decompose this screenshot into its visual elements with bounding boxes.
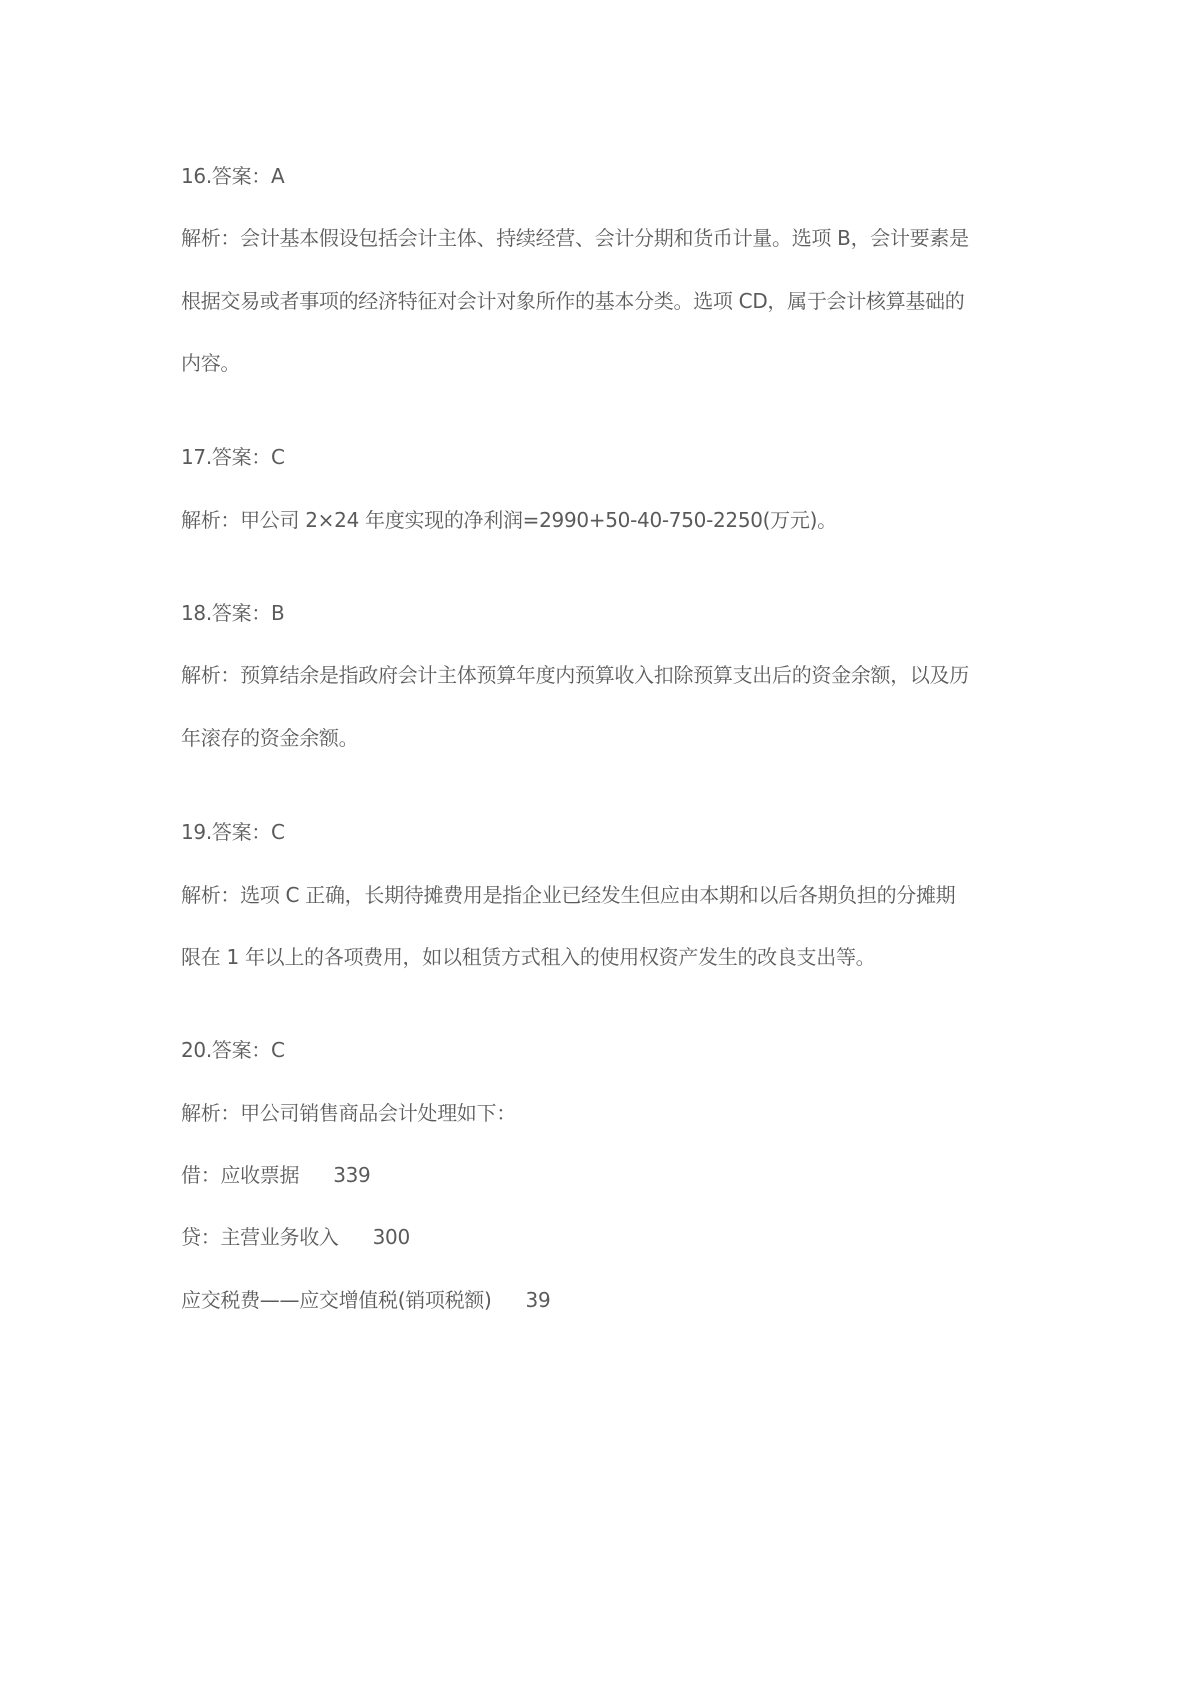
journal-account: 借：应收票据 (181, 1163, 300, 1187)
explanation-line: 解析：甲公司 2×24 年度实现的净利润=2990+50-40-750-2250(万元)。 (181, 508, 837, 532)
journal-account: 贷：主营业务收入 (181, 1225, 339, 1249)
answer-heading-16: 16.答案：A (181, 164, 285, 188)
explanation-line: 内容。 (181, 351, 241, 375)
answer-heading-19: 19.答案：C (181, 820, 285, 844)
journal-amount: 300 (372, 1225, 410, 1249)
journal-amount: 39 (525, 1288, 551, 1312)
explanation-line: 解析：甲公司销售商品会计处理如下： (181, 1101, 516, 1125)
journal-amount: 339 (333, 1163, 371, 1187)
explanation-line: 限在 1 年以上的各项费用，如以租赁方式租入的使用权资产发生的改良支出等。 (181, 945, 876, 969)
journal-entry-credit (181, 1287, 550, 1313)
explanation-line: 解析：会计基本假设包括会计主体、持续经营、会计分期和货币计量。选项 B，会计要素是 (181, 226, 969, 250)
explanation-line: 年滚存的资金余额。 (181, 726, 359, 750)
explanation-line: 解析：预算结余是指政府会计主体预算年度内预算收入扣除预算支出后的资金余额，以及历 (181, 663, 969, 687)
journal-entry-debit (181, 1162, 370, 1188)
answer-heading-20: 20.答案：C (181, 1038, 285, 1062)
answer-heading-18: 18.答案：B (181, 601, 285, 625)
journal-account: 应交税费——应交增值税(销项税额) (181, 1288, 492, 1312)
journal-entry-credit (181, 1224, 410, 1250)
explanation-line: 解析：选项 C 正确，长期待摊费用是指企业已经发生但应由本期和以后各期负担的分摊期 (181, 883, 956, 907)
explanation-line: 根据交易或者事项的经济特征对会计对象所作的基本分类。选项 CD，属于会计核算基础的 (181, 289, 965, 313)
answer-heading-17: 17.答案：C (181, 445, 285, 469)
